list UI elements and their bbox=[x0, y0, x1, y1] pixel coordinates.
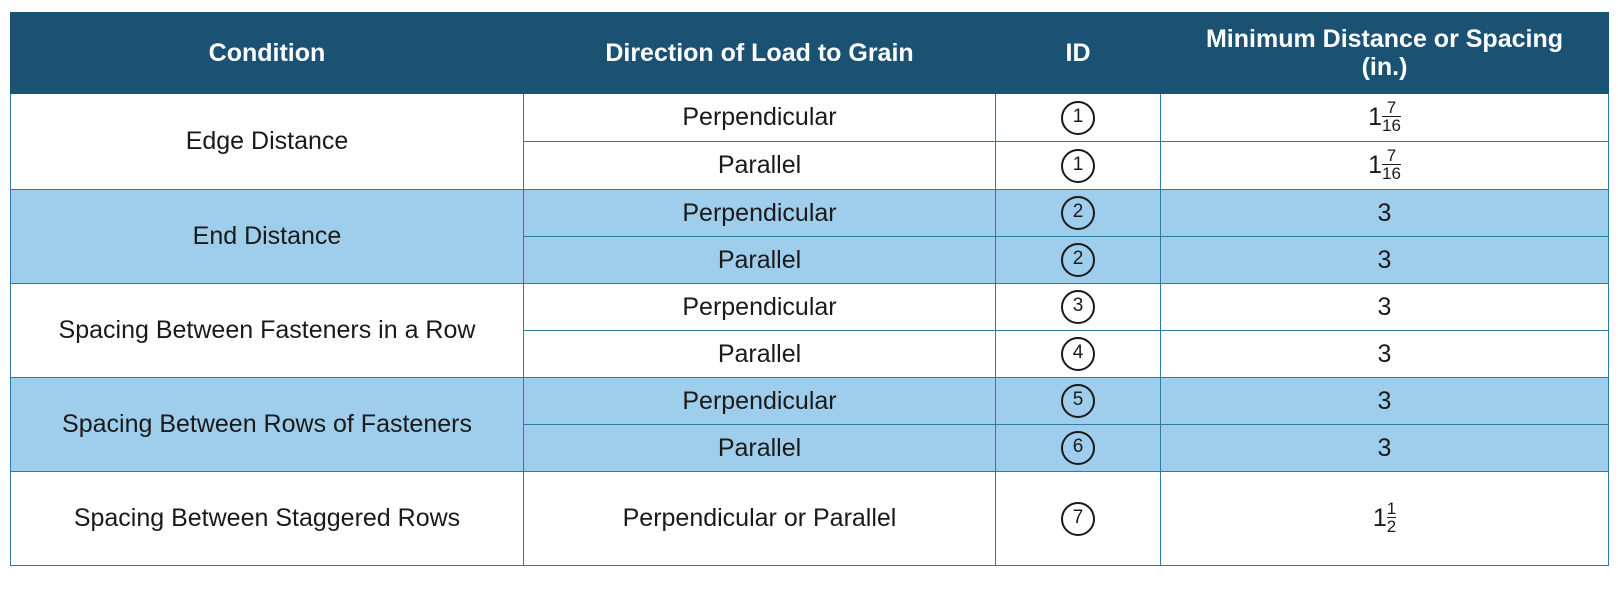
fraction-numerator: 7 bbox=[1386, 98, 1397, 117]
cell-id bbox=[996, 237, 1161, 284]
circled-number-icon: 3 bbox=[1061, 290, 1095, 324]
cell-condition: End Distance bbox=[11, 190, 524, 284]
table-row bbox=[11, 284, 1609, 331]
column-header-minimum-distance bbox=[1161, 13, 1609, 94]
cell-value: 3 bbox=[1161, 378, 1609, 425]
cell-id bbox=[996, 142, 1161, 190]
value-fraction bbox=[1382, 99, 1401, 134]
table-row bbox=[11, 378, 1609, 425]
cell-condition: Spacing Between Rows of Fasteners bbox=[11, 378, 524, 472]
table-header bbox=[11, 13, 1609, 94]
cell-condition: Edge Distance bbox=[11, 94, 524, 190]
cell-value bbox=[1161, 94, 1609, 142]
circled-number-icon: 6 bbox=[1061, 431, 1095, 465]
circled-number-icon: 2 bbox=[1061, 243, 1095, 277]
cell-condition: Spacing Between Fasteners in a Row bbox=[11, 284, 524, 378]
cell-id bbox=[996, 94, 1161, 142]
value-whole: 1 bbox=[1368, 151, 1382, 179]
value-fraction bbox=[1382, 147, 1401, 182]
cell-value bbox=[1161, 142, 1609, 190]
value-whole: 1 bbox=[1372, 504, 1387, 532]
fraction-denominator: 2 bbox=[1386, 517, 1397, 536]
column-header-condition: Condition bbox=[11, 13, 524, 94]
column-header-id: ID bbox=[996, 13, 1161, 94]
cell-condition: Spacing Between Staggered Rows bbox=[11, 472, 524, 566]
circled-number-icon: 1 bbox=[1061, 149, 1095, 183]
cell-direction: Perpendicular bbox=[524, 378, 996, 425]
cell-id bbox=[996, 331, 1161, 378]
fraction-numerator: 7 bbox=[1386, 146, 1397, 165]
cell-id bbox=[996, 378, 1161, 425]
cell-direction: Parallel bbox=[524, 425, 996, 472]
table-row bbox=[11, 190, 1609, 237]
fraction-denominator: 16 bbox=[1381, 116, 1401, 135]
circled-number-icon: 7 bbox=[1061, 502, 1095, 536]
cell-value: 3 bbox=[1161, 237, 1609, 284]
cell-direction: Parallel bbox=[524, 331, 996, 378]
fraction-denominator: 16 bbox=[1381, 164, 1401, 183]
cell-id bbox=[996, 425, 1161, 472]
cell-id bbox=[996, 284, 1161, 331]
cell-value: 3 bbox=[1161, 190, 1609, 237]
cell-value: 3 bbox=[1161, 331, 1609, 378]
table-row bbox=[11, 472, 1609, 566]
cell-direction: Parallel bbox=[524, 237, 996, 284]
cell-direction: Parallel bbox=[524, 142, 996, 190]
column-header-minimum-distance-line2: (in.) bbox=[1361, 53, 1408, 81]
circled-number-icon: 4 bbox=[1061, 337, 1095, 371]
table-header-row bbox=[11, 13, 1609, 94]
cell-value bbox=[1161, 472, 1609, 566]
circled-number-icon: 2 bbox=[1061, 196, 1095, 230]
column-header-minimum-distance-line1: Minimum Distance or Spacing bbox=[1205, 25, 1563, 53]
cell-direction: Perpendicular bbox=[524, 284, 996, 331]
cell-value: 3 bbox=[1161, 425, 1609, 472]
column-header-direction: Direction of Load to Grain bbox=[524, 13, 996, 94]
cell-direction: Perpendicular or Parallel bbox=[524, 472, 996, 566]
cell-id bbox=[996, 190, 1161, 237]
spacing-requirements-table-container bbox=[10, 12, 1608, 566]
spacing-requirements-table bbox=[10, 12, 1609, 566]
value-whole: 1 bbox=[1368, 103, 1382, 131]
table-body bbox=[11, 94, 1609, 566]
cell-value: 3 bbox=[1161, 284, 1609, 331]
cell-direction: Perpendicular bbox=[524, 94, 996, 142]
circled-number-icon: 1 bbox=[1061, 101, 1095, 135]
cell-direction: Perpendicular bbox=[524, 190, 996, 237]
circled-number-icon: 5 bbox=[1061, 384, 1095, 418]
value-fraction bbox=[1387, 500, 1396, 535]
cell-id bbox=[996, 472, 1161, 566]
table-row bbox=[11, 94, 1609, 142]
fraction-numerator: 1 bbox=[1386, 499, 1397, 518]
